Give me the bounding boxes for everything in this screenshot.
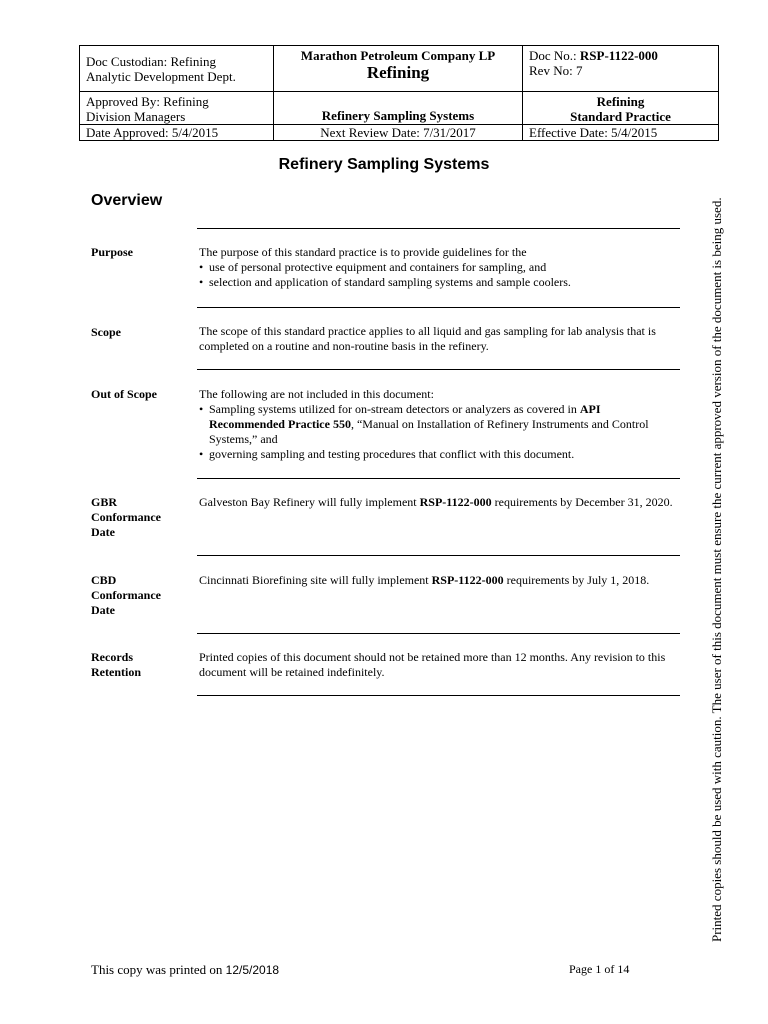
doc-custodian-dept: Analytic Development Dept.	[86, 69, 236, 84]
out-of-scope-body	[199, 387, 677, 462]
section-divider	[197, 228, 680, 229]
api-reference: API Recommended Practice 550	[209, 402, 601, 431]
bullet-text: Sampling systems utilized for on-stream detectors or analyzers as covered in	[209, 402, 580, 416]
section-divider	[197, 695, 680, 696]
out-of-scope-bullet	[199, 402, 677, 447]
effective-date-cell	[523, 125, 719, 141]
company-name: Marathon Petroleum Company LP	[300, 48, 496, 63]
records-body	[199, 650, 677, 680]
bullet-text: , “Manual on Installation of Refinery Instruments and Control Systems,” and	[209, 417, 649, 446]
gbr-body	[199, 495, 677, 510]
cbd-label-line: Conformance	[91, 588, 161, 602]
section-divider	[197, 478, 680, 479]
gbr-text-post: requirements by December 31, 2020.	[491, 495, 673, 509]
cbd-text-post: requirements by July 1, 2018.	[503, 573, 650, 587]
approved-by-line1: Approved By: Refining	[86, 94, 209, 109]
approved-by-line2: Division Managers	[86, 109, 186, 124]
date-approved-cell	[80, 125, 274, 141]
effective-date: Effective Date: 5/4/2015	[529, 125, 658, 140]
printed-date: 12/5/2018	[225, 963, 280, 977]
purpose-body	[199, 245, 677, 290]
page-number: Page 1 of 14	[569, 962, 630, 976]
cbd-text-pre: Cincinnati Biorefining site will fully implement	[199, 573, 432, 587]
purpose-bullet: • use of personal protective equipment and containers for sampling, and	[199, 260, 677, 275]
doc-type-cell	[523, 92, 719, 125]
cbd-label-line: Date	[91, 603, 115, 617]
company-cell	[274, 46, 523, 92]
scope-label: Scope	[91, 325, 121, 339]
page-title: Refinery Sampling Systems	[278, 156, 490, 173]
doc-number-line	[529, 48, 712, 63]
cbd-body	[199, 573, 677, 588]
gbr-label-line: Conformance	[91, 510, 161, 524]
doc-number-label: Doc No.:	[529, 48, 580, 63]
footer-printed	[91, 962, 279, 978]
purpose-list	[199, 260, 677, 290]
gbr-text-pre: Galveston Bay Refinery will fully implement	[199, 495, 420, 509]
gbr-label-line: GBR	[91, 495, 118, 509]
next-review-cell	[274, 125, 523, 141]
division-name: Refining	[366, 63, 430, 82]
out-of-scope-bullet: • governing sampling and testing procedures that conflict with this document.	[199, 447, 677, 462]
records-label-line: Records	[91, 650, 133, 664]
rev-number: Rev No: 7	[529, 63, 583, 78]
cbd-text	[199, 573, 677, 588]
section-divider	[197, 633, 680, 634]
overview-heading: Overview	[91, 192, 163, 209]
out-of-scope-intro: The following are not included in this document:	[199, 387, 434, 401]
cbd-label	[91, 573, 191, 618]
doc-number-cell	[523, 46, 719, 92]
next-review-date: Next Review Date: 7/31/2017	[320, 125, 476, 140]
doc-number: RSP-1122-000	[579, 48, 658, 63]
doc-custodian-cell	[80, 46, 274, 92]
purpose-label: Purpose	[91, 245, 133, 259]
cbd-label-line: CBD	[91, 573, 117, 587]
purpose-intro: The purpose of this standard practice is to provide guidelines for the	[199, 245, 527, 259]
gbr-text	[199, 495, 677, 510]
doc-type-line1: Refining	[596, 94, 645, 109]
records-text: Printed copies of this document should not be retained more than 12 months. Any revision to this document will be retained indefinitely.	[199, 650, 666, 679]
cbd-doc-number: RSP-1122-000	[431, 573, 504, 587]
out-of-scope-label: Out of Scope	[91, 387, 157, 401]
approved-by-cell	[80, 92, 274, 125]
header-doc-title: Refinery Sampling Systems	[321, 108, 475, 123]
records-label	[91, 650, 191, 680]
doc-title-cell	[274, 92, 523, 125]
doc-custodian-label: Doc Custodian: Refining	[86, 54, 216, 69]
scope-text: The scope of this standard practice applies to all liquid and gas sampling for lab analysis that is completed on a routine and non-routine basis in the refinery.	[199, 324, 656, 353]
gbr-label	[91, 495, 191, 540]
out-of-scope-list	[199, 402, 677, 462]
doc-type-line2: Standard Practice	[570, 109, 671, 124]
gbr-doc-number: RSP-1122-000	[419, 495, 492, 509]
scope-body	[199, 324, 677, 354]
caution-side-note: Printed copies should be used with caution. The user of this document must ensure the current approved version of the document is being used.	[709, 197, 724, 942]
records-label-line: Retention	[91, 665, 141, 679]
gbr-label-line: Date	[91, 525, 115, 539]
date-approved: Date Approved: 5/4/2015	[86, 125, 219, 140]
section-divider	[197, 307, 680, 308]
printed-label: This copy was printed on	[91, 962, 226, 977]
document-header-table	[79, 45, 719, 141]
purpose-bullet: • selection and application of standard sampling systems and sample coolers.	[199, 275, 677, 290]
section-divider	[197, 369, 680, 370]
section-divider	[197, 555, 680, 556]
